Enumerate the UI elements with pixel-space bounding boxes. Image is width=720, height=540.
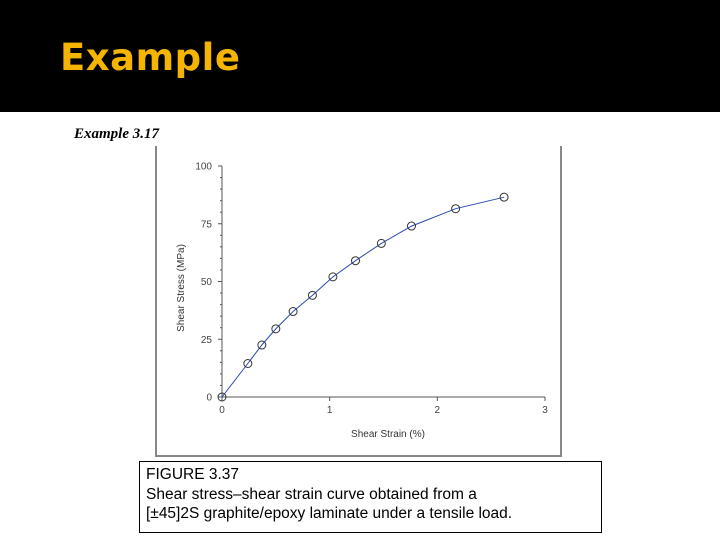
figure-caption xyxy=(139,461,602,533)
y-axis-label: Shear Stress (MPa) xyxy=(176,244,187,332)
y-tick-label: 0 xyxy=(206,392,212,404)
x-tick-label: 3 xyxy=(542,405,548,416)
chart-series xyxy=(218,193,508,401)
caption-text-line-2: [±45]2S graphite/epoxy laminate under a tensile load. xyxy=(146,505,513,522)
slide-title: Example xyxy=(60,36,241,79)
y-tick-label: 50 xyxy=(200,277,212,288)
x-tick-label: 2 xyxy=(434,405,441,416)
x-tick-label: 1 xyxy=(326,405,333,416)
caption-figure-number: FIGURE 3.37 xyxy=(146,466,240,483)
y-tick-label: 25 xyxy=(200,334,212,346)
caption-text-line-1: Shear stress–shear strain curve obtained from a xyxy=(146,485,477,503)
x-tick-label: 0 xyxy=(219,405,225,416)
y-tick-label: 100 xyxy=(195,161,212,173)
example-label: Example 3.17 xyxy=(74,126,159,142)
series-line xyxy=(222,197,504,397)
x-axis-label: Shear Strain (%) xyxy=(351,429,425,440)
y-tick-label: 75 xyxy=(200,219,212,231)
chart-axes xyxy=(222,166,545,397)
